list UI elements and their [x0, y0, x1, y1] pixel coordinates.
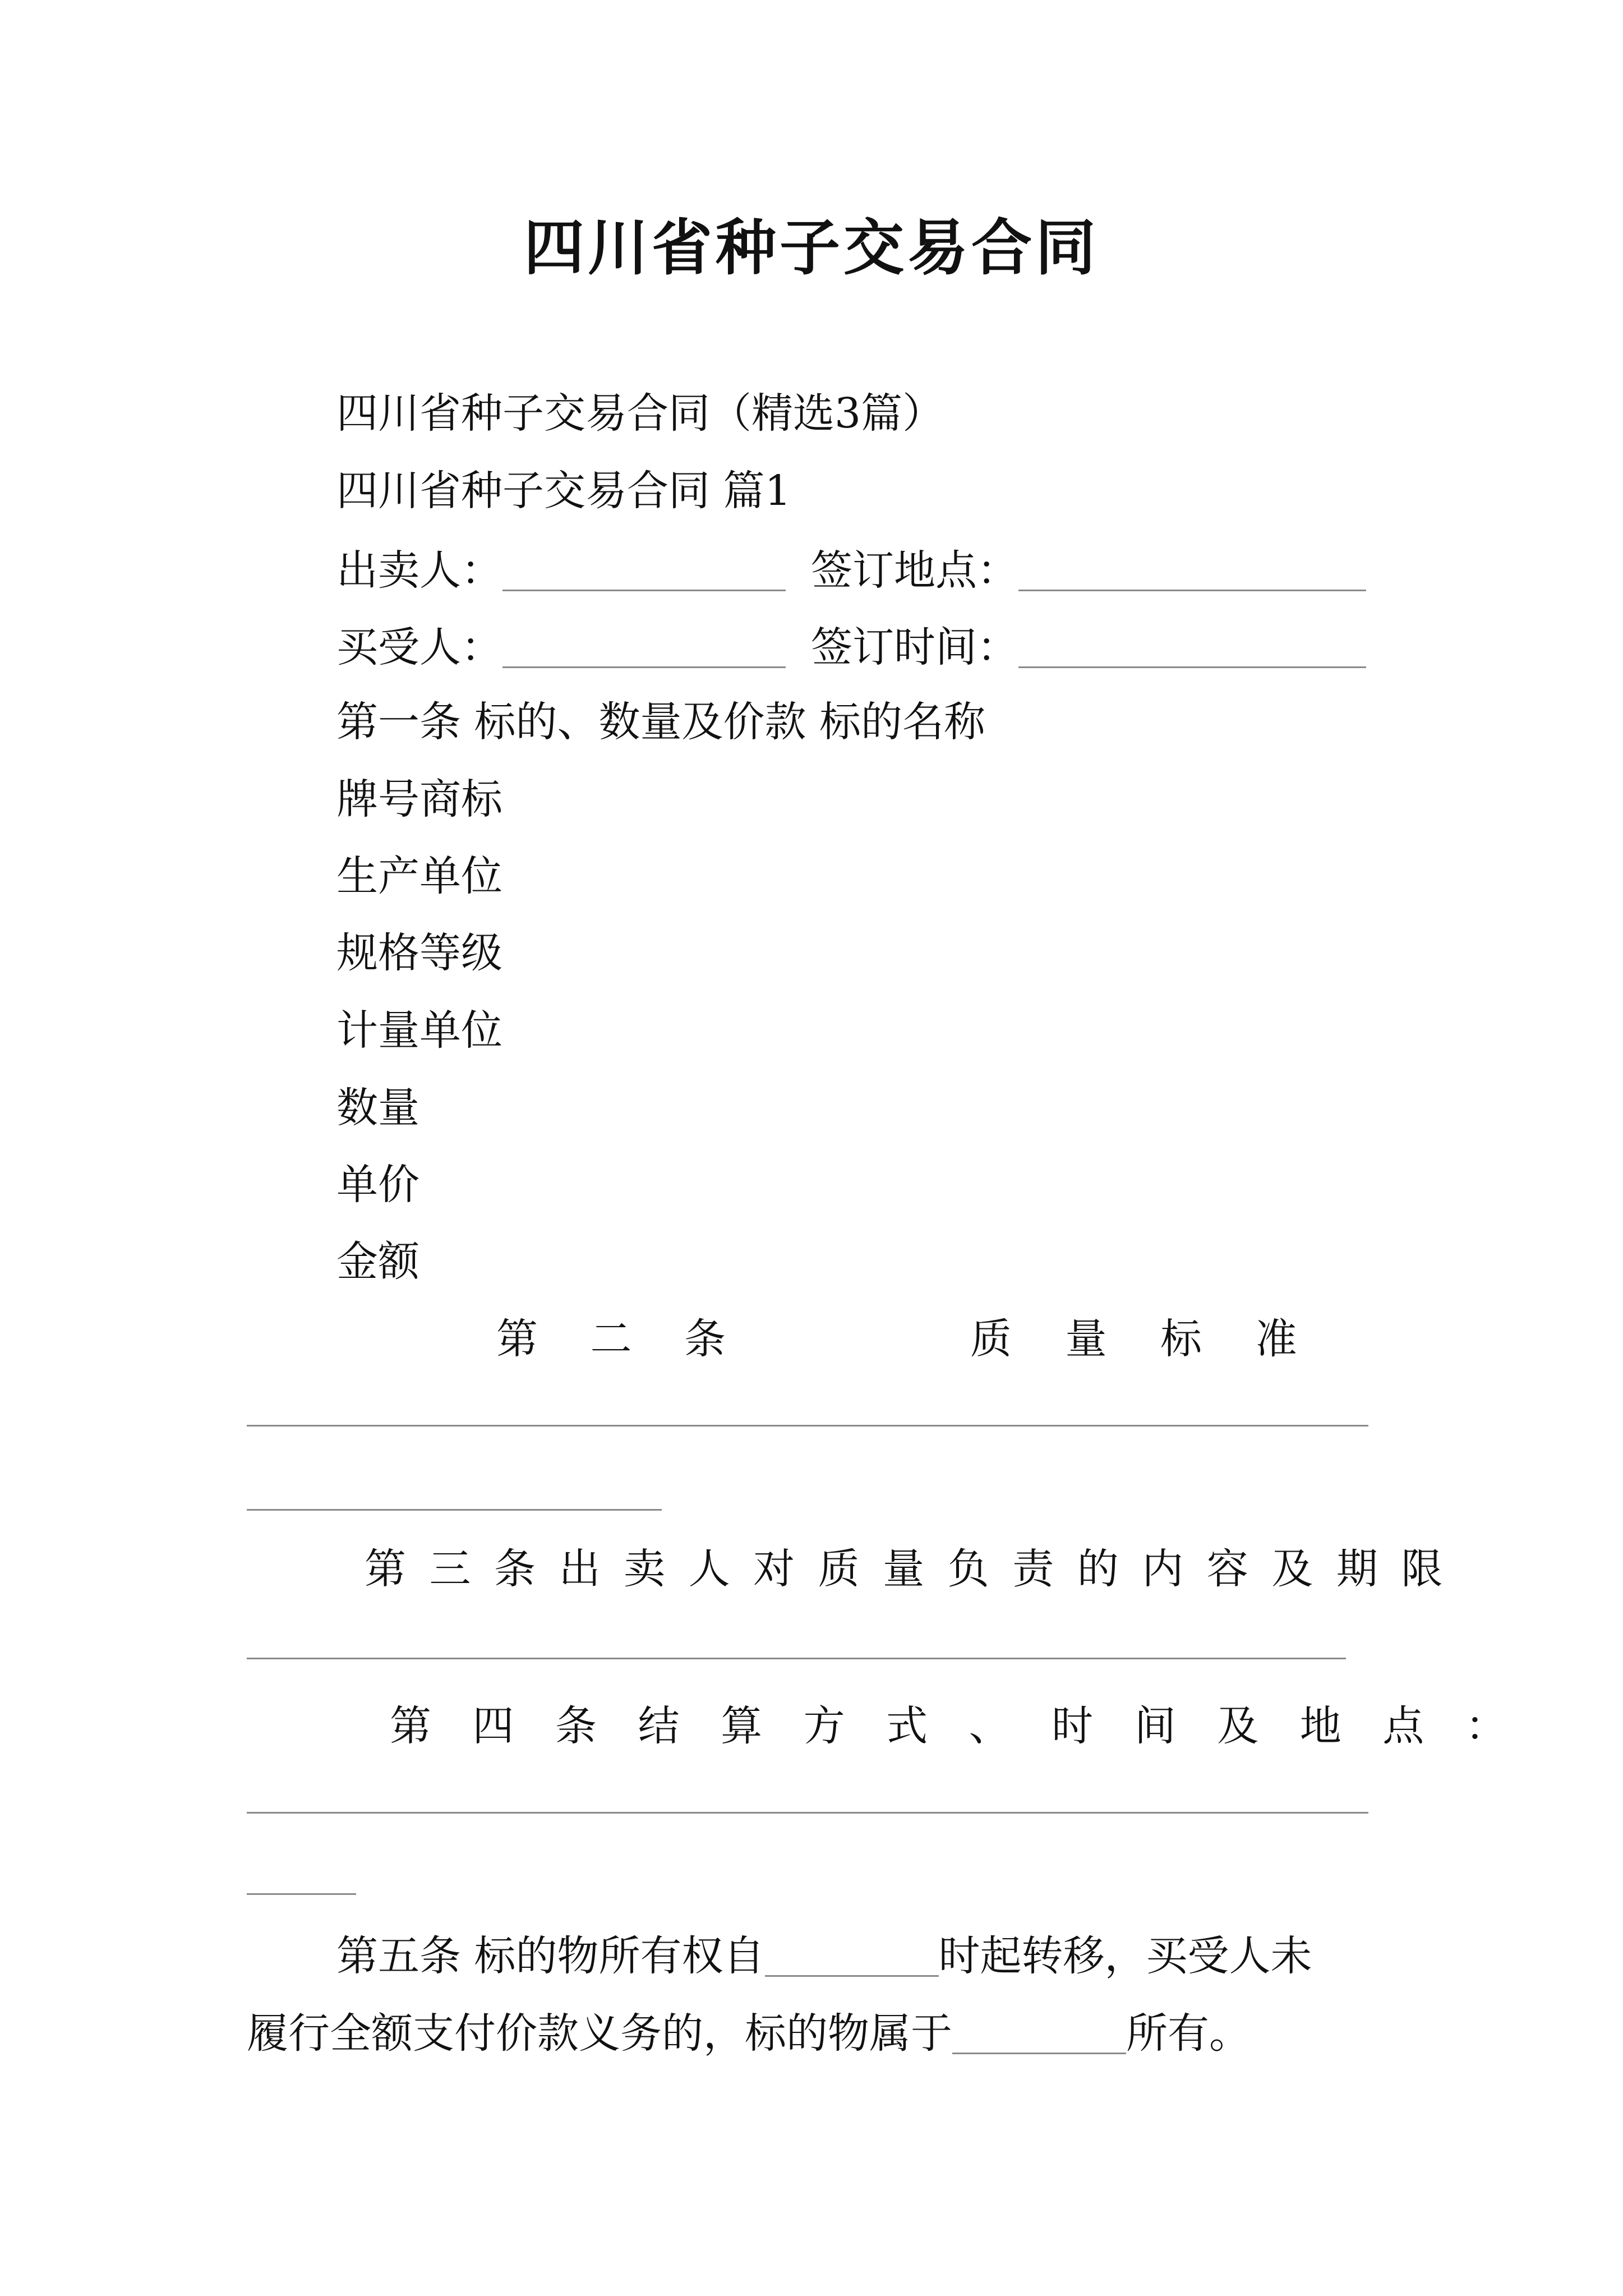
item-spec-grade: 规格等级 [336, 929, 502, 977]
article-2-rule-1[interactable] [247, 1425, 1368, 1427]
article-4: 第 四 条 结 算 方 式 、 时 间 及 地 点 ： [390, 1702, 1507, 1750]
article-1: 第一条 标的、数量及价款 标的名称 [336, 698, 986, 746]
article-2-left: 第 二 条 [496, 1315, 726, 1363]
subtitle: 四川省种子交易合同（精选3篇） [336, 389, 944, 438]
article-5-text-b: 时起转移，买受人未 [938, 1932, 1312, 1980]
article-4-rule-2[interactable] [247, 1893, 356, 1895]
article-5-text-d: 所有。 [1126, 2009, 1251, 2058]
buyer-label: 买受人： [336, 623, 502, 671]
item-unit-price: 单价 [336, 1161, 419, 1209]
sign-place-label: 签订地点： [811, 546, 1018, 595]
item-unit: 计量单位 [336, 1006, 502, 1055]
buyer-blank[interactable] [502, 624, 786, 668]
article-4-rule-1[interactable] [247, 1812, 1368, 1814]
buyer-row [336, 623, 1366, 671]
document-title: 四川省种子交易合同 [523, 213, 1099, 283]
item-quantity: 数量 [336, 1084, 419, 1132]
section-heading: 四川省种子交易合同 篇1 [336, 467, 791, 515]
article-5-text-a: 第五条 标的物所有权自 [336, 1932, 765, 1980]
item-brand: 牌号商标 [336, 775, 502, 823]
item-amount: 金额 [336, 1237, 419, 1286]
seller-row [336, 546, 1366, 595]
item-producer: 生产单位 [336, 852, 502, 900]
sign-time-blank[interactable] [1018, 624, 1366, 668]
owner-blank[interactable] [952, 2010, 1126, 2054]
sign-time-label: 签订时间： [811, 623, 1018, 671]
seller-blank[interactable] [502, 547, 786, 591]
seller-label: 出卖人： [336, 546, 502, 595]
transfer-time-blank[interactable] [765, 1932, 939, 1977]
article-3: 第 三 条 出 卖 人 对 质 量 负 责 的 内 容 及 期 限 [365, 1545, 1443, 1593]
sign-place-blank[interactable] [1018, 547, 1366, 591]
article-5-line-1 [336, 1932, 1312, 1980]
article-3-rule[interactable] [247, 1658, 1346, 1659]
article-5-line-2 [247, 2009, 1251, 2058]
article-2-right: 质 量 标 准 [970, 1315, 1297, 1363]
article-5-text-c: 履行全额支付价款义务的，标的物属于 [247, 2009, 952, 2058]
article-2-rule-2[interactable] [247, 1509, 662, 1511]
